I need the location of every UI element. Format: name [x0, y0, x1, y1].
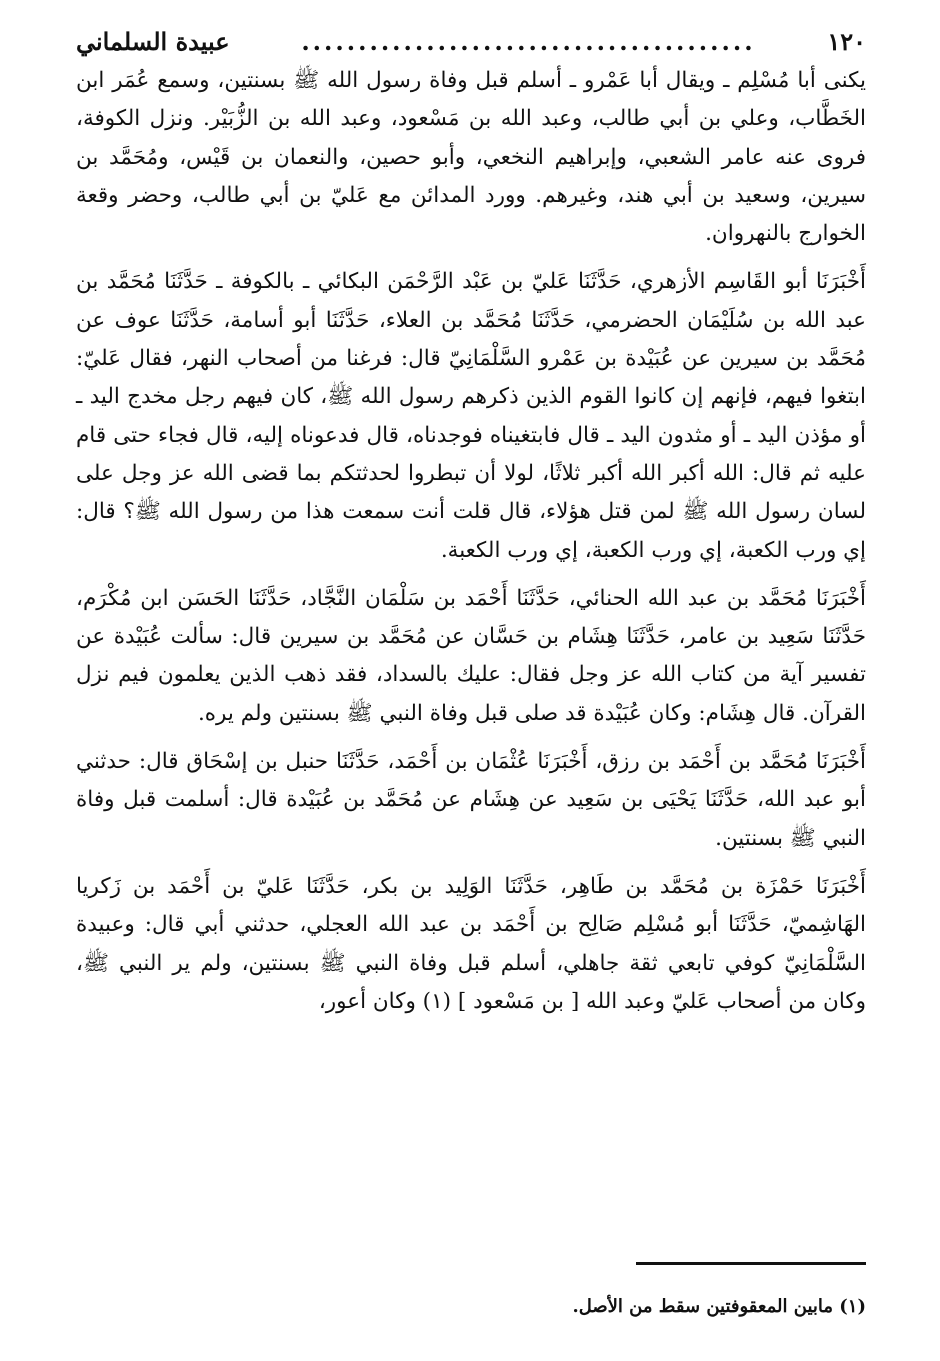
paragraph-1: يكنى أبا مُسْلِم ـ ويقال أبا عَمْرو ـ أسلم قبل وفاة رسول الله ﷺ بسنتين، وسمع عُمَر ابن الخَطَّاب، وعلي بن أبي طالب، وعبد الله بن مَسْعود، وعبد الله بن الزُّبَيْر. ونزل الكوفة، فروى عنه عامر الشعبي، وإبراهيم النخعي، وأبو حصين، والنعمان بن قَيْس، ومُحَمَّد بن سيرين، وسعيد بن أبي هند، وغيرهم. وورد المدائن مع عَليّ بن أبي طالب، وحضر وقعة الخوارج بالنهروان.	[76, 68, 866, 247]
running-head	[76, 22, 866, 62]
paragraph-5: أَخْبَرَنَا حَمْزَة بن مُحَمَّد بن طَاهِر، حَدَّثَنَا الوَلِيد بن بكر، حَدَّثَنَا عَليّ بن أَحْمَد بن زَكريا الهَاشِميّ، حَدَّثَنَا أبو مُسْلِم صَالِح بن أَحْمَد بن عبد الله العجلي، حدثني أبي قال: وعبيدة السَّلْمَانِيّ كوفي تابعي ثقة جاهلي، أسلم قبل وفاة النبي ﷺ بسنتين، ولم ير النبي ﷺ، وكان من أصحاب عَليّ وعبد الله [ بن مَسْعود ] (١) وكان أعور،	[76, 873, 866, 1014]
paragraph-2: أَخْبَرَنَا أبو القَاسِم الأزهري، حَدَّثَنَا عَليّ بن عَبْد الرَّحْمَن البكائي ـ بالكوفة ـ حَدَّثَنَا مُحَمَّد بن عبد الله بن سُلَيْمَان الحضرمي، حَدَّثَنَا مُحَمَّد بن العلاء، حَدَّثَنَا أبو أسامة، حَدَّثَنَا عوف عن مُحَمَّد بن سيرين عن عُبَيْدة بن عَمْرو السَّلْمَانِيّ قال: فرغنا من أصحاب النهر، فقال عَليّ: ابتغوا فيهم، فإنهم إن كانوا القوم الذين ذكرهم رسول الله ﷺ، كان فيهم رجل مخدج اليد ـ أو مؤذن اليد ـ أو مثدون اليد ـ قال فابتغيناه فوجدناه، قال فدعوناه إليه، قال فجاء حتى قام عليه ثم قال: الله أكبر الله أكبر ثلاثًا، لولا أن تبطروا لحدثتكم بما قضى الله عز وجل على لسان رسول الله ﷺ لمن قتل هؤلاء، قال قلت أنت سمعت هذا من رسول الله ﷺ؟ قال: إي ورب الكعبة، إي ورب الكعبة، إي ورب الكعبة.	[76, 269, 866, 563]
running-title: عبيدة السلماني	[76, 27, 230, 56]
page-number: ١٢٠	[827, 27, 866, 56]
footnote: (١) مابين المعقوفتين سقط من الأصل.	[572, 1296, 866, 1317]
paragraph-3: أَخْبَرَنَا مُحَمَّد بن عبد الله الحنائي، حَدَّثَنَا أَحْمَد بن سَلْمَان النَّجَّاد، حَدَّثَنَا الحَسَن ابن مُكْرَم، حَدَّثَنَا سَعِيد بن عامر، حَدَّثَنَا هِشَام بن حَسَّان عن مُحَمَّد بن سيرين قال: سألت عُبَيْدة عن تفسير آية من كتاب الله عز وجل فقال: عليك بالسداد، فقد ذهب الذين يعلمون فيم نزل القرآن. قال هِشَام: وكان عُبَيْدة قد صلى قبل وفاة النبي ﷺ بسنتين ولم يره.	[76, 585, 866, 726]
book-page	[76, 22, 866, 1342]
body-text	[76, 62, 866, 1021]
footnote-divider	[636, 1262, 866, 1265]
leader-dots: ........................................	[301, 27, 756, 56]
paragraph-4: أَخْبَرَنَا مُحَمَّد بن أَحْمَد بن رزق، أَخْبَرَنَا عُثْمَان بن أَحْمَد، حَدَّثَنَا حنبل بن إسْحَاق قال: حدثني أبو عبد الله، حَدَّثَنَا يَحْيَى بن سَعِيد عن هِشَام عن مُحَمَّد بن عُبَيْدة قال: أسلمت قبل وفاة النبي ﷺ بسنتين.	[76, 749, 866, 851]
